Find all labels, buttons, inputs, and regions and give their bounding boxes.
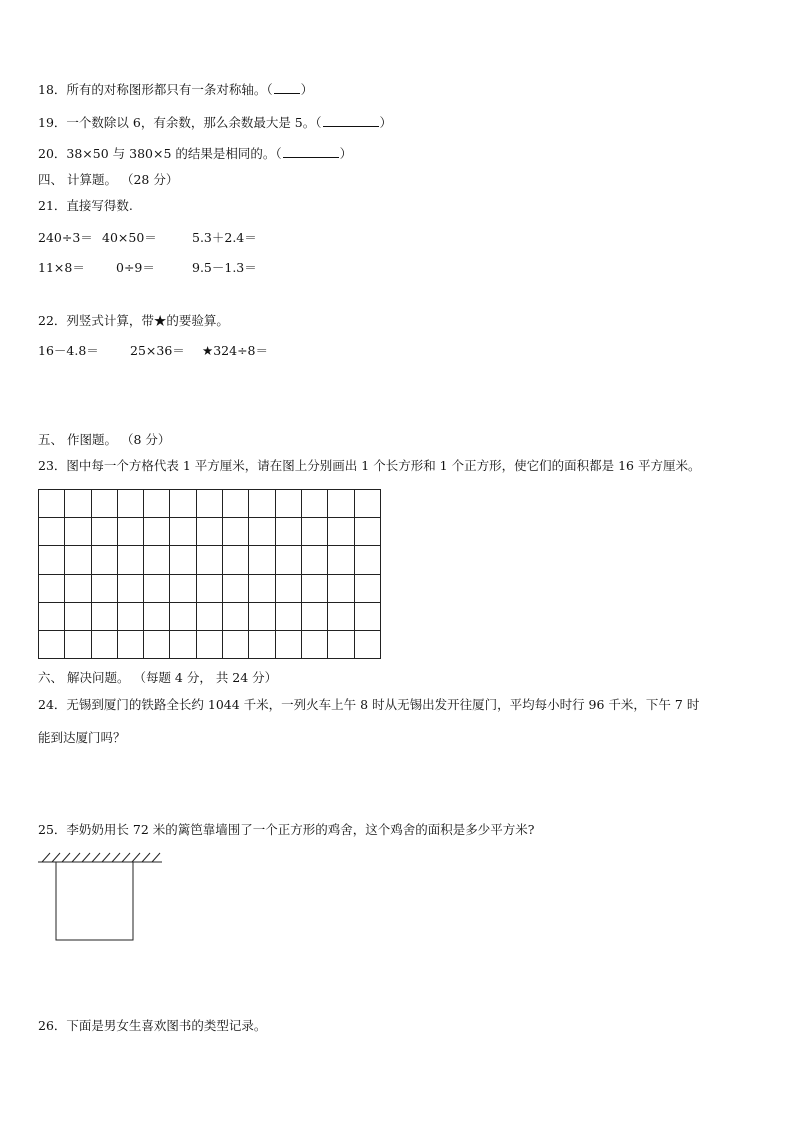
- grid-cell[interactable]: [117, 518, 143, 546]
- coop-fence: [56, 862, 133, 940]
- grid-cell[interactable]: [196, 574, 222, 602]
- grid-row: [39, 490, 381, 518]
- grid-cell[interactable]: [301, 518, 327, 546]
- grid-cell[interactable]: [275, 518, 301, 546]
- section-6-title: 六、 解决问题。 （每题 4 分， 共 24 分）: [38, 670, 278, 685]
- grid-cell[interactable]: [328, 546, 354, 574]
- grid-cell[interactable]: [354, 602, 380, 630]
- grid-cell[interactable]: [354, 574, 380, 602]
- grid-cell[interactable]: [65, 518, 91, 546]
- grid-cell[interactable]: [117, 490, 143, 518]
- grid-cell[interactable]: [117, 602, 143, 630]
- grid-cell[interactable]: [301, 574, 327, 602]
- grid-cell[interactable]: [196, 546, 222, 574]
- grid-cell[interactable]: [39, 574, 65, 602]
- grid-cell[interactable]: [354, 518, 380, 546]
- question-20-text: 20．38×50 与 380×5 的结果是相同的。（: [38, 146, 282, 161]
- grid-cell[interactable]: [354, 490, 380, 518]
- grid-cell[interactable]: [249, 518, 275, 546]
- question-23-text: 23．图中每一个方格代表 1 平方厘米，请在图上分别画出 1 个长方形和 1 个正方形，使它们的面积都是 16 平方厘米。: [38, 458, 701, 473]
- calc-item: 11×8＝: [38, 260, 85, 275]
- grid-cell[interactable]: [275, 546, 301, 574]
- grid-cell[interactable]: [328, 602, 354, 630]
- grid-cell[interactable]: [223, 518, 249, 546]
- grid-cell[interactable]: [196, 602, 222, 630]
- answer-blank-20[interactable]: [283, 146, 339, 158]
- grid-cell[interactable]: [196, 518, 222, 546]
- grid-cell[interactable]: [170, 602, 196, 630]
- grid-cell[interactable]: [301, 490, 327, 518]
- question-22-title: 22．列竖式计算，带★的要验算。: [38, 313, 229, 328]
- question-18: 18．所有的对称图形都只有一条对称轴。（ ）: [38, 82, 314, 97]
- grid-cell[interactable]: [249, 630, 275, 658]
- grid-cell[interactable]: [223, 630, 249, 658]
- calc-item: 5.3＋2.4＝: [192, 230, 257, 245]
- grid-cell[interactable]: [301, 546, 327, 574]
- grid-cell[interactable]: [301, 602, 327, 630]
- grid-cell[interactable]: [91, 518, 117, 546]
- grid-cell[interactable]: [196, 490, 222, 518]
- grid-cell[interactable]: [144, 490, 170, 518]
- grid-cell[interactable]: [249, 602, 275, 630]
- grid-cell[interactable]: [249, 574, 275, 602]
- grid-cell[interactable]: [91, 630, 117, 658]
- grid-row: [39, 574, 381, 602]
- grid-cell[interactable]: [196, 630, 222, 658]
- grid-cell[interactable]: [117, 574, 143, 602]
- grid-cell[interactable]: [144, 630, 170, 658]
- grid-cell[interactable]: [91, 546, 117, 574]
- grid-cell[interactable]: [39, 630, 65, 658]
- grid-cell[interactable]: [249, 490, 275, 518]
- grid-cell[interactable]: [275, 602, 301, 630]
- grid-cell[interactable]: [144, 602, 170, 630]
- grid-cell[interactable]: [39, 490, 65, 518]
- grid-cell[interactable]: [91, 490, 117, 518]
- grid-cell[interactable]: [275, 574, 301, 602]
- grid-cell[interactable]: [301, 630, 327, 658]
- grid-cell[interactable]: [39, 518, 65, 546]
- grid-cell[interactable]: [91, 574, 117, 602]
- grid-cell[interactable]: [65, 630, 91, 658]
- grid-cell[interactable]: [354, 546, 380, 574]
- grid-cell[interactable]: [65, 574, 91, 602]
- grid-cell[interactable]: [144, 574, 170, 602]
- grid-cell[interactable]: [65, 490, 91, 518]
- grid-cell[interactable]: [170, 630, 196, 658]
- grid-row: [39, 602, 381, 630]
- grid-cell[interactable]: [354, 630, 380, 658]
- grid-cell[interactable]: [275, 490, 301, 518]
- drawing-grid[interactable]: [38, 489, 381, 659]
- grid-cell[interactable]: [275, 630, 301, 658]
- grid-cell[interactable]: [249, 546, 275, 574]
- grid-cell[interactable]: [144, 518, 170, 546]
- question-18-text: 18．所有的对称图形都只有一条对称轴。（: [38, 82, 273, 97]
- grid-cell[interactable]: [223, 546, 249, 574]
- calc-item: 16－4.8＝: [38, 343, 99, 358]
- grid-row: [39, 630, 381, 658]
- question-25-text: 25．李奶奶用长 72 米的篱笆靠墙围了一个正方形的鸡舍，这个鸡舍的面积是多少平方米?: [38, 822, 535, 837]
- grid-cell[interactable]: [39, 546, 65, 574]
- grid-cell[interactable]: [223, 574, 249, 602]
- wall-hatching: [38, 853, 162, 862]
- grid-cell[interactable]: [65, 602, 91, 630]
- grid-cell[interactable]: [65, 546, 91, 574]
- calc-item: 240÷3＝: [38, 230, 93, 245]
- question-24-line2: 能到达厦门吗？: [38, 730, 126, 745]
- grid-cell[interactable]: [328, 630, 354, 658]
- section-5-title: 五、 作图题。 （8 分）: [38, 432, 171, 447]
- question-20: 20．38×50 与 380×5 的结果是相同的。（ ）: [38, 146, 353, 161]
- calc-item: 40×50＝: [102, 230, 157, 245]
- grid-cell[interactable]: [328, 518, 354, 546]
- question-24-line1: 24．无锡到厦门的铁路全长约 1044 千米，一列火车上午 8 时从无锡出发开往厦门，平均每小时行 96 千米，下午 7 时: [38, 697, 700, 712]
- grid-cell[interactable]: [223, 602, 249, 630]
- question-26-text: 26．下面是男女生喜欢图书的类型记录。: [38, 1018, 267, 1033]
- calc-item: 25×36＝: [130, 343, 185, 358]
- grid-cell[interactable]: [170, 518, 196, 546]
- wall-coop-figure: [38, 850, 162, 944]
- grid-cell[interactable]: [328, 490, 354, 518]
- grid-cell[interactable]: [170, 574, 196, 602]
- grid-cell[interactable]: [117, 546, 143, 574]
- question-21-title: 21．直接写得数.: [38, 198, 133, 213]
- question-19-text: 19．一个数除以 6，有余数，那么余数最大是 5。（: [38, 115, 322, 130]
- grid-row: [39, 546, 381, 574]
- calc-item: ★324÷8＝: [202, 343, 268, 358]
- calc-item: 0÷9＝: [116, 260, 155, 275]
- answer-blank-19[interactable]: [323, 115, 379, 127]
- grid-cell[interactable]: [170, 490, 196, 518]
- question-19: 19．一个数除以 6，有余数，那么余数最大是 5。（ ）: [38, 115, 393, 130]
- grid-cell[interactable]: [170, 546, 196, 574]
- grid-cell[interactable]: [39, 602, 65, 630]
- calc-item: 9.5－1.3＝: [192, 260, 257, 275]
- grid-cell[interactable]: [328, 574, 354, 602]
- section-4-title: 四、 计算题。 （28 分）: [38, 172, 179, 187]
- grid-cell[interactable]: [223, 490, 249, 518]
- grid-cell[interactable]: [117, 630, 143, 658]
- grid-cell[interactable]: [144, 546, 170, 574]
- grid-cell[interactable]: [91, 602, 117, 630]
- answer-blank-18[interactable]: [274, 82, 300, 94]
- grid-row: [39, 518, 381, 546]
